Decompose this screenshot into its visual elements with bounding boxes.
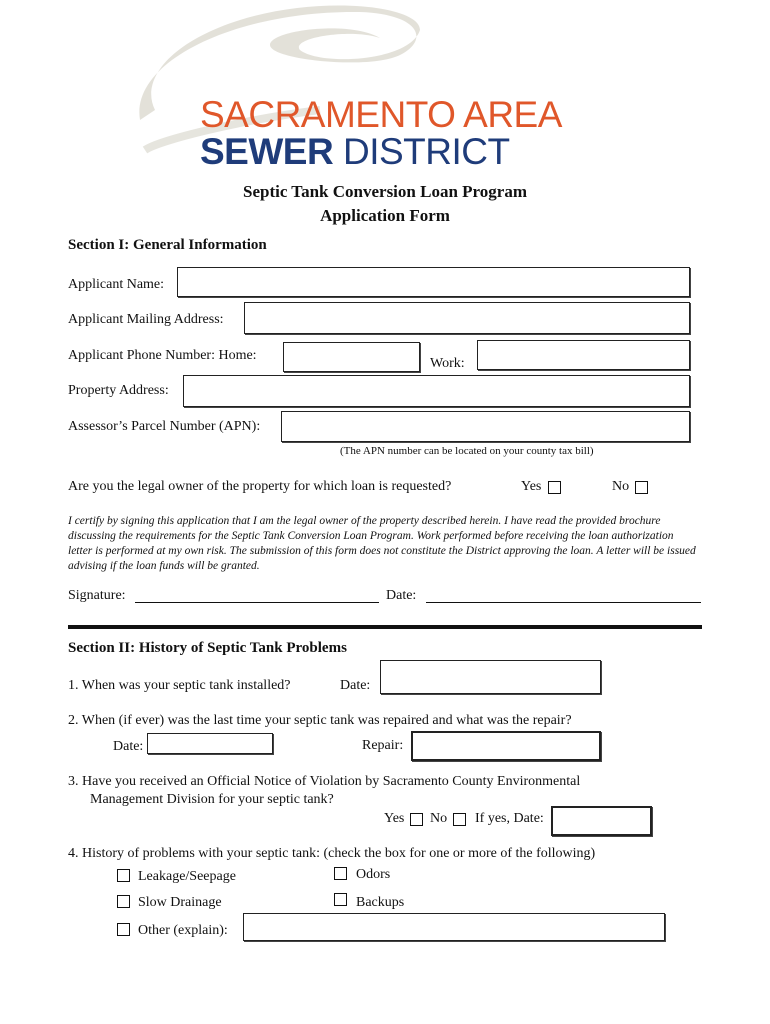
signature-date-label: Date: xyxy=(386,588,417,603)
apn-label: Assessor’s Parcel Number (APN): xyxy=(68,419,261,434)
q2-repair-field[interactable] xyxy=(411,731,601,761)
q1-date-field[interactable] xyxy=(380,660,601,694)
q1-text: 1. When was your septic tank installed? xyxy=(68,678,291,693)
q3-text-line1: 3. Have you received an Official Notice of Violation by Sacramento County Environmental xyxy=(68,774,581,789)
form-title-line2: Application Form xyxy=(320,206,450,225)
odors-checkbox[interactable] xyxy=(334,867,347,880)
q2-date-label: Date: xyxy=(113,739,144,754)
logo-district: DISTRICT xyxy=(342,131,510,172)
mailing-address-field[interactable] xyxy=(244,302,690,334)
slow-drainage-checkbox[interactable] xyxy=(117,895,130,908)
owner-no-checkbox[interactable] xyxy=(635,481,648,494)
backups-label: Backups xyxy=(356,895,405,910)
odors-label: Odors xyxy=(356,867,391,882)
backups-checkbox[interactable] xyxy=(334,893,347,906)
q3-date-field[interactable] xyxy=(551,806,652,836)
applicant-name-label: Applicant Name: xyxy=(68,277,165,292)
phone-home-label: Applicant Phone Number: Home: xyxy=(68,348,257,363)
q3-no-checkbox[interactable] xyxy=(453,813,466,826)
other-label: Other (explain): xyxy=(138,923,228,938)
q3-yes-label: Yes xyxy=(384,811,405,826)
mailing-address-label: Applicant Mailing Address: xyxy=(68,312,224,327)
logo-line2 xyxy=(200,131,510,173)
apn-note: (The APN number can be located on your county tax bill) xyxy=(340,445,594,457)
certification-statement: I certify by signing this application that I am the legal owner of the property described herein. I have read the provided brochure discussing the requirements for the Septic Tank Conversion Loan Program. Work performed before receiving the loan authorization letter is performed at my own risk. The submission of this form does not constitute the District approving the loan. A letter will be issued advising if the loan funds will be granted. xyxy=(68,515,696,572)
leakage-checkbox[interactable] xyxy=(117,869,130,882)
phone-home-field[interactable] xyxy=(283,342,420,372)
applicant-name-field[interactable] xyxy=(177,267,690,297)
q3-text-line2: Management Division for your septic tank? xyxy=(90,792,334,807)
q2-text: 2. When (if ever) was the last time your septic tank was repaired and what was the repair? xyxy=(68,713,572,728)
q3-yes-checkbox[interactable] xyxy=(410,813,423,826)
logo-line1: SACRAMENTO AREA xyxy=(200,94,562,135)
phone-work-field[interactable] xyxy=(477,340,690,370)
leakage-label: Leakage/Seepage xyxy=(138,869,236,884)
owner-no-label: No xyxy=(612,479,630,494)
section2-heading: Section II: History of Septic Tank Problems xyxy=(68,640,347,656)
q3-ifyes-label: If yes, Date: xyxy=(475,811,544,826)
q2-repair-label: Repair: xyxy=(362,738,404,753)
q1-date-label: Date: xyxy=(340,678,371,693)
owner-yes-label: Yes xyxy=(521,479,542,494)
section-divider xyxy=(68,625,702,629)
owner-question: Are you the legal owner of the property for which loan is requested? xyxy=(68,479,452,494)
logo-sewer: SEWER xyxy=(200,131,334,172)
owner-yes-checkbox[interactable] xyxy=(548,481,561,494)
q3-no-label: No xyxy=(430,811,448,826)
other-checkbox[interactable] xyxy=(117,923,130,936)
section1-heading: Section I: General Information xyxy=(68,237,267,253)
signature-label: Signature: xyxy=(68,588,126,603)
apn-field[interactable] xyxy=(281,411,690,442)
signature-date-line[interactable] xyxy=(426,602,701,603)
property-address-field[interactable] xyxy=(183,375,690,407)
q4-text: 4. History of problems with your septic tank: (check the box for one or more of the following) xyxy=(68,846,596,861)
signature-line[interactable] xyxy=(135,602,379,603)
form-title-line1: Septic Tank Conversion Loan Program xyxy=(242,182,527,201)
other-explain-field[interactable] xyxy=(243,913,665,941)
phone-work-label: Work: xyxy=(430,356,465,371)
slow-drainage-label: Slow Drainage xyxy=(138,895,222,910)
property-address-label: Property Address: xyxy=(68,383,169,398)
q2-date-field[interactable] xyxy=(147,733,273,754)
